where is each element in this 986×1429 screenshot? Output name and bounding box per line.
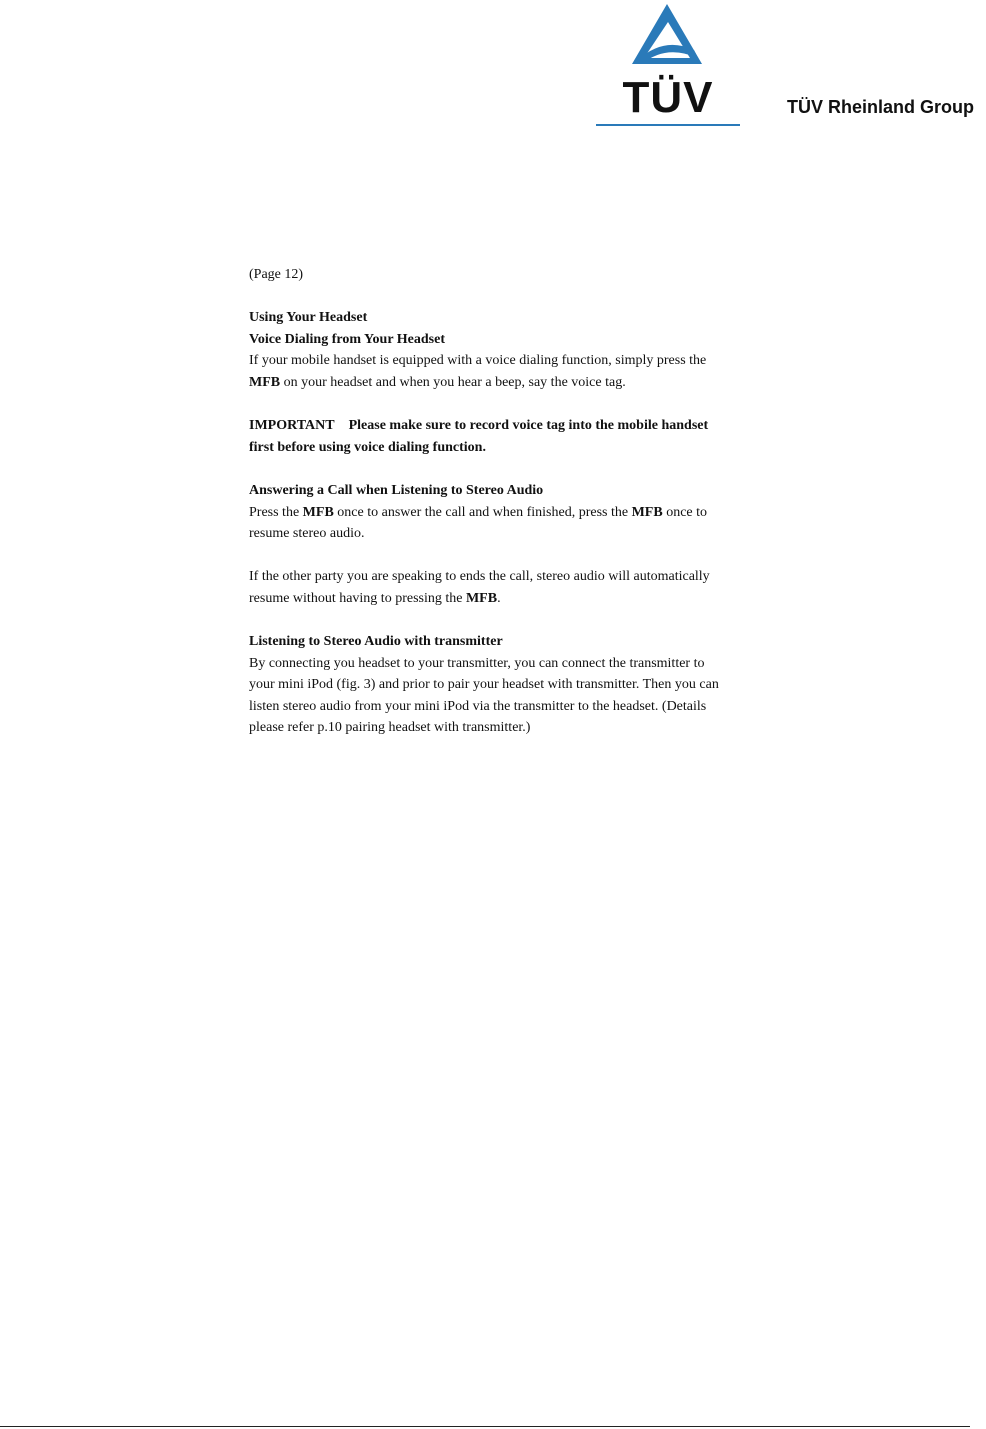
important-note-2: first before using voice dialing function. [249,439,486,455]
voice-dialing-text: If your mobile handset is equipped with a voice dialing function, simply press the [249,353,707,369]
page-label: (Page 12) [249,267,304,282]
mfb-term: MFB [465,590,498,606]
answering-title: Answering a Call when Listening to Stereo Audio [249,482,544,498]
transmitter-title: Listening to Stereo Audio with transmitter [249,634,503,650]
mfb-term: MFB [302,504,334,520]
footer-rule [0,1426,970,1427]
answering-text-2: resume stereo audio. [249,526,365,542]
group-name: TÜV Rheinland Group [787,97,974,117]
voice-dialing-text-2: MFB on your headset and when you hear a beep, say the voice tag. [249,374,626,390]
transmitter-text-1: By connecting you headset to your transmitter, you can connect the transmitter to [249,655,705,671]
other-party-text: If the other party you are speaking to ends the call, stereo audio will automatically [249,569,710,585]
mfb-term: MFB [249,374,281,390]
section-title: Using Your Headset [249,310,368,326]
answering-text: Press the MFB once to answer the call and when finished, press the MFB once to [249,504,708,520]
mfb-term: MFB [631,504,663,520]
transmitter-text-4: please refer p.10 pairing headset with transmitter.) [249,720,531,736]
logo-underline [596,124,740,126]
transmitter-text-2: your mini iPod (fig. 3) and prior to pair your headset with transmitter. Then you can [249,677,719,693]
transmitter-text-3: listen stereo audio from your mini iPod via the transmitter to the headset. (Details [249,698,707,714]
document-body [249,264,739,739]
voice-dialing-title: Voice Dialing from Your Headset [249,331,445,347]
other-party-text-2: resume without having to pressing the MFB. [249,590,501,606]
logo-wordmark: TÜV [622,73,714,122]
important-label: IMPORTANT [249,418,335,434]
important-note: IMPORTANT Please make sure to record voice tag into the mobile handset [249,418,709,434]
